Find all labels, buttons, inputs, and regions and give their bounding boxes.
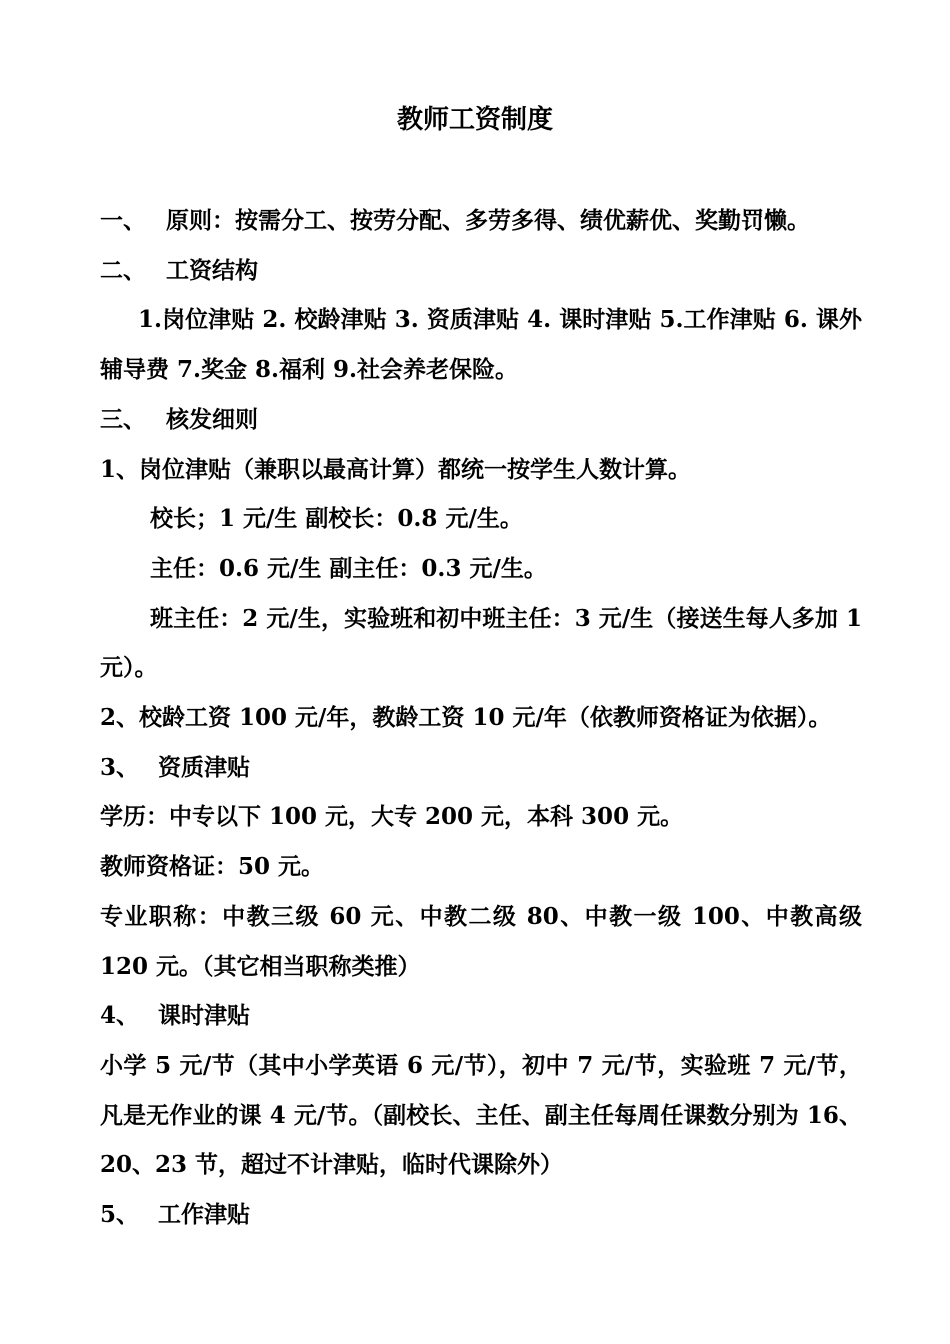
item-3-title-rank: 专业职称：中教三级 60 元、中教二级 80、中教一级 100、中教高级 120 元。（其它相当职称类推） [100,902,862,980]
item-3-heading [100,743,862,793]
item-5-number: 5、 [100,1201,140,1229]
item-4-number: 4、 [100,1002,140,1030]
item-4-heading-text: 课时津贴 [158,1002,250,1030]
item-4-class-hour-rates: 小学 5 元/节（其中小学英语 6 元/节），初中 7 元/节，实验班 7 元/节，凡是无作业的课 4 元/节。（副校长、主任、副主任每周任课数分别为 16、20、23 节，超过不计津贴，临时代课除外） [100,1051,862,1179]
section-1-text: 原则：按需分工、按劳分配、多劳多得、绩优薪优、奖勤罚懒。 [166,207,810,234]
item-4-heading [100,991,862,1041]
document-body [100,196,862,1240]
item-5-heading [100,1190,862,1240]
section-3-heading [100,395,862,445]
document-title: 教师工资制度 [396,105,553,135]
item-1-director-rate: 主任：0.6 元/生 副主任：0.3 元/生。 [150,554,547,582]
section-2-heading [100,246,862,296]
item-5-heading-text: 工作津贴 [158,1201,250,1229]
item-3-heading-text: 资质津贴 [158,753,250,781]
salary-structure-list: 1.岗位津贴 2. 校龄津贴 3. 资质津贴 4. 课时津贴 5.工作津贴 6. 课外辅导费 7.奖金 8.福利 9.社会养老保险。 [100,306,862,384]
item-1-principal-rate: 校长；1 元/生 副校长：0.8 元/生。 [150,505,523,533]
section-1-number: 一、 [100,207,146,234]
item-3-certificate: 教师资格证：50 元。 [100,853,325,881]
section-1-principle [100,196,862,246]
section-2-heading-text: 工资结构 [166,256,258,284]
section-3-number: 三、 [100,405,146,433]
item-1-class-teacher-rate: 班主任：2 元/生，实验班和初中班主任：3 元/生（接送生每人多加 1 元）。 [100,604,862,682]
item-2-seniority-pay: 2、校龄工资 100 元/年，教龄工资 10 元/年（依教师资格证为依据）。 [100,704,832,732]
item-1-title: 1、岗位津贴（兼职以最高计算）都统一按学生人数计算。 [100,455,692,483]
section-3-heading-text: 核发细则 [166,405,258,433]
item-3-number: 3、 [100,753,140,781]
item-3-education: 学历：中专以下 100 元，大专 200 元，本科 300 元。 [100,803,684,831]
section-2-number: 二、 [100,256,146,284]
